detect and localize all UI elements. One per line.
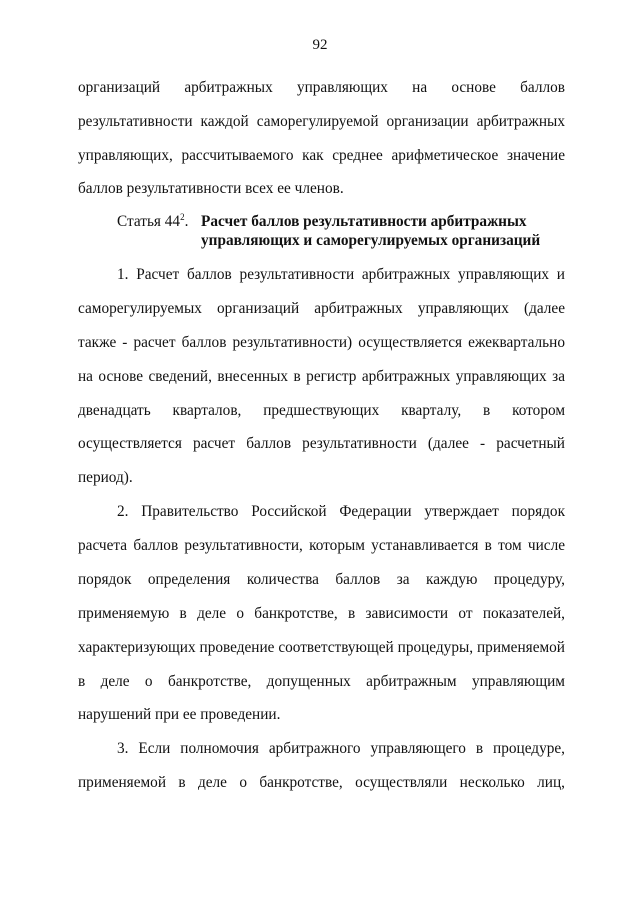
text-line: управляющих, рассчитываемого как среднее арифметическое значение [78, 147, 565, 164]
text-line: расчета баллов результативности, которым устанавливается в том числе [78, 537, 565, 554]
text-line: в деле о банкротстве, допущенных арбитражным управляющим [78, 673, 565, 690]
text-line: организаций арбитражных управляющих на основе баллов [78, 79, 565, 96]
text-line: результативности каждой саморегулируемой организации арбитражных [78, 113, 565, 130]
text-line: нарушений при ее проведении. [78, 706, 281, 723]
text-line: период). [78, 469, 133, 486]
text-line: порядок определения количества баллов за каждую процедуру, [78, 571, 565, 588]
text-line: 1. Расчет баллов результативности арбитражных управляющих и [117, 266, 565, 283]
text-line: на основе сведений, внесенных в регистр арбитражных управляющих за [78, 368, 565, 385]
text-line: применяемой в деле о банкротстве, осуществляли несколько лиц, [78, 774, 565, 791]
text-line: 2. Правительство Российской Федерации утверждает порядок [117, 503, 565, 520]
article-title-line: Расчет баллов результативности арбитражных [201, 213, 527, 230]
article-title-line: управляющих и саморегулируемых организаций [201, 232, 541, 249]
text-line: осуществляется расчет баллов результативности (далее - расчетный [78, 435, 565, 452]
page-number: 92 [312, 37, 328, 53]
text-line: саморегулируемых организаций арбитражных управляющих (далее [78, 300, 565, 317]
text-line: 3. Если полномочия арбитражного управляющего в процедуре, [117, 740, 565, 757]
article-title [201, 212, 540, 250]
article-label: Статья $44^2$. [117, 212, 189, 230]
text-line: двенадцать кварталов, предшествующих кварталу, в котором [78, 402, 565, 419]
text-line: применяемую в деле о банкротстве, в зависимости от показателей, [78, 605, 565, 622]
text-line: баллов результативности всех ее членов. [78, 180, 344, 197]
text-line: также - расчет баллов результативности) осуществляется ежеквартально [78, 334, 565, 351]
text-line: характеризующих проведение соответствующей процедуры, применяемой [78, 639, 565, 656]
